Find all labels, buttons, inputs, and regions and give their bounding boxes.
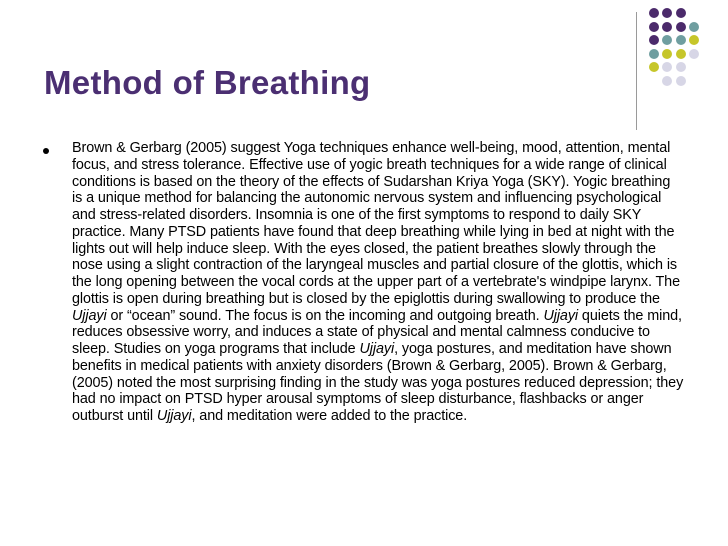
text-segment: , and meditation were added to the practice. bbox=[191, 408, 468, 424]
decorative-dot bbox=[649, 62, 659, 72]
text-segment: Brown & Gerbarg (2005) suggest Yoga techniques enhance well-being, mood, attention, mental focus, and stress tolerance. Effective use of yogic breath techniques for a wide range of clinical conditions is based on the theory of the effects of Sudarshan Kriya Yoga (SKY). Yogic breathing is a unique method for balancing the autonomic nervous system and influencing psychological and stress-related disorders. Insomnia is one of the first symptoms to respond to daily SKY practice. Many PTSD patients have found that deep breathing while lying in bed at night with the lights out will help induce sleep. With the eyes closed, the patient breathes slowly through the nose using a slight contraction of the laryngeal muscles and partial closure of the glottis, which is the long opening between the vocal cords at the upper part of a vertebrate's windpipe larynx. The glottis is open during breathing but is closed by the epiglottis during swallowing to produce the bbox=[72, 140, 680, 307]
text-segment-italic: Ujjayi bbox=[543, 307, 579, 324]
decorative-dot bbox=[649, 35, 659, 45]
decorative-dot bbox=[662, 76, 672, 86]
decorative-dot bbox=[676, 62, 686, 72]
bullet-icon bbox=[43, 148, 49, 154]
slide-title: Method of Breathing bbox=[44, 64, 371, 101]
text-segment: quiets the mind, reduces obsessive worry, and induces a state of physical and mental calmness conducive to sleep. Studies on yoga programs that include bbox=[72, 307, 682, 357]
decorative-dot bbox=[662, 35, 672, 45]
decorative-dot bbox=[662, 22, 672, 32]
decorative-dot bbox=[676, 76, 686, 86]
decorative-dot bbox=[649, 49, 659, 59]
decorative-dot bbox=[662, 62, 672, 72]
text-segment-italic: Ujjayi bbox=[156, 408, 192, 424]
decorative-dot bbox=[676, 49, 686, 59]
text-segment-italic: Ujjayi bbox=[359, 341, 395, 357]
decorative-dot-grid bbox=[647, 8, 727, 120]
decorative-dot bbox=[676, 35, 686, 45]
decorative-dot bbox=[676, 22, 686, 32]
decorative-dot bbox=[649, 8, 659, 18]
text-segment-italic: Ujjayi bbox=[72, 307, 107, 324]
decorative-dot bbox=[689, 35, 699, 45]
decorative-dot bbox=[662, 49, 672, 59]
decorative-dot bbox=[676, 8, 686, 18]
text-segment: or “ocean” sound. The focus is on the incoming and outgoing breath. bbox=[106, 307, 544, 324]
bullet-paragraph bbox=[72, 140, 684, 425]
decorative-dot bbox=[689, 49, 699, 59]
decorative-vertical-line bbox=[636, 12, 637, 130]
decorative-dot bbox=[662, 8, 672, 18]
decorative-dot bbox=[649, 22, 659, 32]
decorative-dot bbox=[689, 22, 699, 32]
text-segment: , yoga postures, and meditation have shown benefits in medical patients with anxiety disorders (Brown & Gerbarg, 2005). Brown & Gerbarg, (2005) noted the most surprising finding in the study was yoga postures reduced depression; they had no impact on PTSD hyper arousal symptoms of sleep disturbance, flashbacks or anger outburst until bbox=[72, 341, 684, 424]
